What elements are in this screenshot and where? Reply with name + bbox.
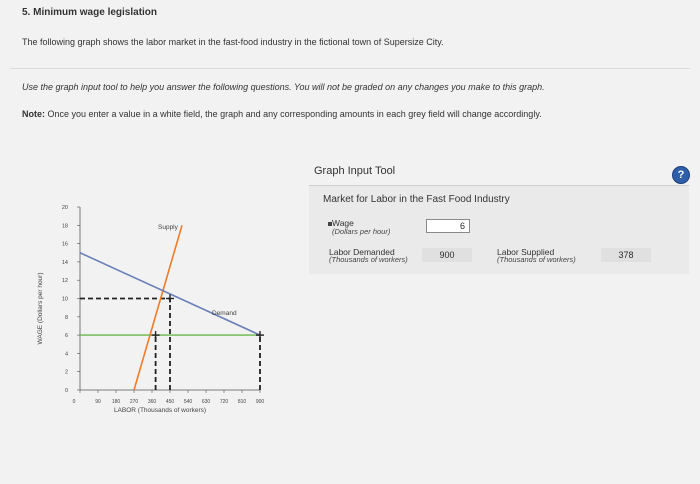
note-label: Note:	[22, 109, 45, 119]
x-tick-label: 180	[111, 399, 121, 405]
help-icon[interactable]: ?	[672, 166, 690, 184]
section-divider	[10, 68, 690, 69]
graph-input-tool	[309, 152, 689, 272]
x-tick-label: 360	[147, 399, 157, 405]
y-axis-label: WAGE (Dollars per hour)	[37, 272, 44, 345]
y-tick-label: 18	[61, 223, 68, 230]
x-tick-label: 90	[95, 399, 101, 405]
demand-curve-label: Demand	[212, 309, 237, 317]
x-tick-label: 810	[237, 399, 247, 405]
labor-supplied-sublabel: (Thousands of workers)	[497, 255, 576, 264]
y-tick-label: 10	[61, 296, 68, 303]
x-axis-label: LABOR (Thousands of workers)	[113, 407, 207, 414]
x-tick-label: 720	[219, 399, 229, 405]
x-tick-label: 0	[72, 399, 76, 405]
note-text: Once you enter a value in a white field, the graph and any corresponding amounts in each grey field will change accordingly.	[47, 109, 542, 119]
y-tick-label: 2	[64, 369, 68, 376]
labor-supplied-value: 378	[601, 248, 651, 262]
labor-demanded-label: Labor Demanded	[329, 247, 395, 257]
x-tick-label: 450	[165, 399, 175, 405]
tool-title: Graph Input Tool	[314, 165, 396, 177]
question-intro: The following graph shows the labor market in the fast-food industry in the fictional town of Supersize City.	[22, 37, 444, 47]
x-tick-label: 630	[201, 399, 211, 405]
y-tick-label: 0	[64, 388, 68, 394]
y-tick-label: 16	[61, 241, 68, 248]
x-tick-label: 270	[129, 399, 139, 405]
labor-market-graph[interactable]	[0, 140, 300, 440]
y-tick-label: 14	[61, 259, 68, 266]
supply-curve	[134, 225, 182, 390]
question-note	[22, 109, 542, 119]
x-tick-label: 900	[255, 399, 265, 405]
wage-label: Wage	[332, 218, 354, 228]
x-tick-label: 540	[183, 399, 193, 405]
y-tick-label: 4	[64, 351, 68, 358]
y-tick-label: 20	[61, 205, 68, 211]
labor-supplied-label: Labor Supplied	[497, 247, 555, 257]
market-title: Market for Labor in the Fast Food Industry	[323, 194, 510, 205]
y-tick-label: 6	[64, 333, 68, 340]
supply-curve-label: Supply	[158, 223, 178, 231]
y-tick-label: 8	[64, 314, 68, 321]
labor-demanded-sublabel: (Thousands of workers)	[329, 255, 408, 264]
question-instructions: Use the graph input tool to help you answer the following questions. You will not be graded on any changes you make to this graph.	[22, 82, 545, 92]
wage-sublabel: (Dollars per hour)	[332, 227, 391, 236]
y-tick-label: 12	[61, 278, 68, 285]
wage-input[interactable]: 6	[426, 219, 470, 233]
question-title: 5. Minimum wage legislation	[22, 7, 158, 18]
labor-demanded-value: 900	[422, 248, 472, 262]
